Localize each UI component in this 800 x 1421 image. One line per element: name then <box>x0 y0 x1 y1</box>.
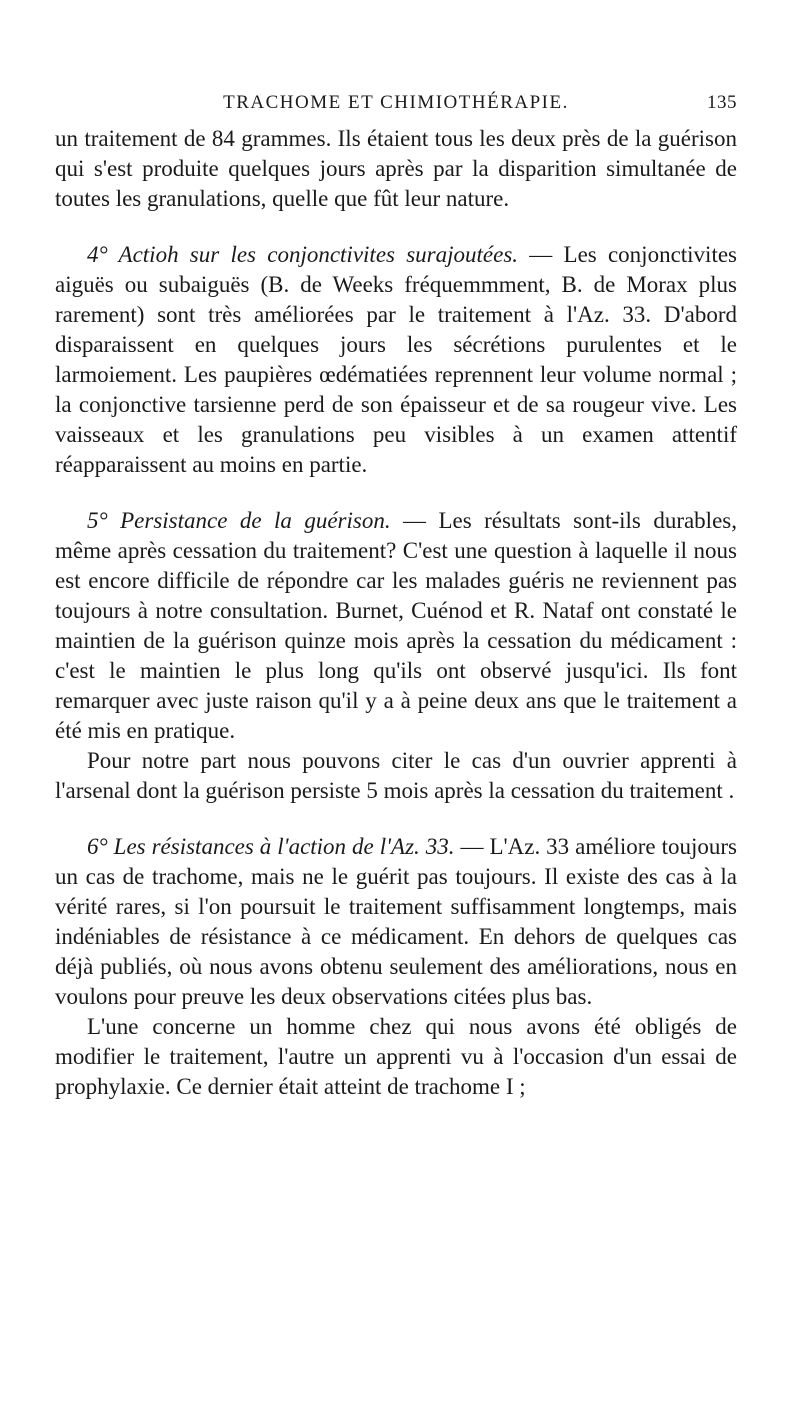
paragraph-text: un traitement de 84 grammes. Ils étaient tous les deux près de la guérison qui s'est produite quelques jours après par la disparition simultanée de toutes les granulations, quelle que fût leur nature. <box>55 126 737 211</box>
paragraph-text: — L'Az. 33 améliore toujours un cas de trachome, mais ne le guérit pas toujours. Il existe des cas à la vérité rares, si l'on poursuit le traitement suffisamment longtemps, mais indéniables de résistance à ce médicament. En dehors de quelques cas déjà publiés, où nous avons obtenu seulement des améliorations, nous en voulons pour preuve les deux observations citées plus bas. <box>55 834 737 1009</box>
section-4-paragraph <box>55 240 737 480</box>
book-page <box>55 88 737 1102</box>
paragraph-text: — Les résultats sont-ils durables, même après cessation du traitement? C'est une question à laquelle il nous est encore difficile de répondre car les malades guéris ne reviennent pas toujours à notre consultation. Burnet, Cuénod et R. Nataf ont constaté le maintien de la guérison quinze mois après la cessation du médicament : c'est le maintien le plus long qu'ils ont observé jusqu'ici. Ils font remarquer avec juste raison qu'il y a à peine deux ans que le traitement a été mis en pratique. <box>55 508 737 743</box>
section-5-paragraph <box>55 506 737 746</box>
section-6-heading: 6° Les résistances à l'action de l'Az. 33. <box>87 834 455 859</box>
paragraph-text: — Les conjonctivites aiguës ou subaiguës (B. de Weeks fréquemmment, B. de Morax plus rarement) sont très améliorées par le traitement à l'Az. 33. D'abord disparaissent en quelques jours les sécrétions purulentes et le larmoiement. Les paupières œdématiées reprennent leur volume normal ; la conjonctive tarsienne perd de son épaisseur et de sa rougeur vive. Les vaisseaux et les granulations peu visibles à un examen attentif réapparaissent au moins en partie. <box>55 242 737 477</box>
paragraph-text: L'une concerne un homme chez qui nous avons été obligés de modifier le traitement, l'autre un apprenti vu à l'occasion d'un essai de prophylaxie. Ce dernier était atteint de trachome I ; <box>55 1014 737 1099</box>
paragraph-continuation <box>55 124 737 214</box>
section-6-paragraph <box>55 832 737 1012</box>
page-number: 135 <box>707 92 737 113</box>
section-5-heading: 5° Persistance de la guérison. <box>87 508 391 533</box>
section-6-paragraph-2 <box>55 1012 737 1102</box>
paragraph-text: Pour notre part nous pouvons citer le cas d'un ouvrier apprenti à l'arsenal dont la guérison persiste 5 mois après la cessation du traitement . <box>55 748 737 803</box>
section-4-heading: 4° Actioh sur les conjonctivites surajoutées. <box>87 242 519 267</box>
running-title: TRACHOME ET CHIMIOTHÉRAPIE. <box>223 92 569 113</box>
running-header <box>55 88 737 124</box>
section-5-paragraph-2 <box>55 746 737 806</box>
